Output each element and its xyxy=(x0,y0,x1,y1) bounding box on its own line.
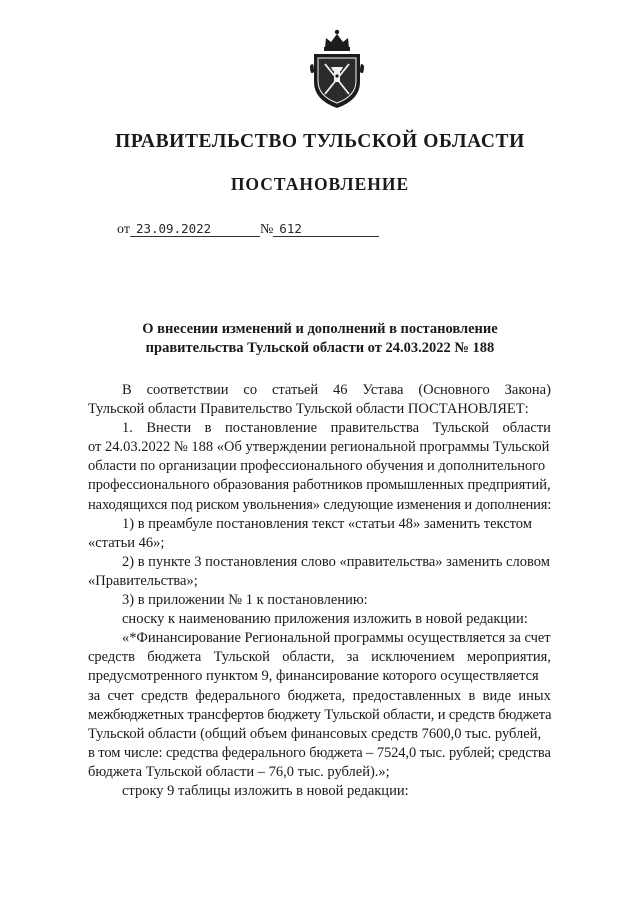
body-word: 1. xyxy=(122,420,133,437)
body-word: соответствии xyxy=(146,382,229,398)
body-word: бюджета, xyxy=(287,687,346,704)
body-line xyxy=(88,381,551,400)
body-word: 46 xyxy=(333,382,348,398)
body-word: области xyxy=(502,420,551,437)
registration-line xyxy=(117,221,379,238)
body-line: находящихся под риском увольнения» следующие изменения и дополнения: xyxy=(88,496,552,513)
government-title: ПРАВИТЕЛЬСТВО ТУЛЬСКОЙ ОБЛАСТИ xyxy=(115,131,525,152)
body-word: Тульской xyxy=(432,420,489,437)
body-line xyxy=(88,687,551,706)
body-word: правительства xyxy=(330,420,420,437)
body-line: 3) в приложении № 1 к постановлению: xyxy=(122,592,368,609)
body-line: «статьи 46»; xyxy=(88,534,165,551)
body-line xyxy=(88,419,551,438)
body-word: Устава xyxy=(362,382,404,398)
body-line: области по организации профессионального обучения и дополнительного xyxy=(88,458,546,475)
body-line: «*Финансирование Региональной программы осуществляется за счет xyxy=(122,630,551,647)
body-line: предусмотренного пунктом 9, финансирование которого осуществляется xyxy=(88,668,539,685)
subject-line: правительства Тульской области от 24.03.2022 № 188 xyxy=(145,340,495,356)
body-word: постановление xyxy=(225,420,318,437)
body-word: со xyxy=(243,382,258,398)
document-type-title: ПОСТАНОВЛЕНИЕ xyxy=(230,174,410,194)
body-word: Тульской xyxy=(213,649,270,666)
document-number: 612 xyxy=(273,221,379,237)
body-word: Внести xyxy=(146,420,192,437)
body-line xyxy=(88,648,551,667)
body-line: от 24.03.2022 № 188 «Об утверждении региональной программы Тульской xyxy=(88,439,550,456)
body-word: мероприятия, xyxy=(466,649,551,666)
subject-line: О внесении изменений и дополнений в постановление xyxy=(142,321,498,337)
body-line: «Правительства»; xyxy=(88,572,198,589)
body-line: межбюджетных трансфертов бюджету Тульской области, и средств бюджета xyxy=(88,706,552,723)
body-word: (Основного xyxy=(418,382,490,398)
body-word: бюджета xyxy=(147,649,202,666)
body-line: в том числе: средства федерального бюджета – 7524,0 тыс. рублей; средства xyxy=(88,744,551,761)
body-word: области, xyxy=(282,649,335,666)
body-word: за xyxy=(346,649,359,666)
body-word: исключением xyxy=(371,649,455,666)
body-line: 1) в преамбуле постановления текст «статьи 48» заменить текстом xyxy=(122,515,532,532)
date-prefix: от xyxy=(117,222,130,237)
number-prefix: № xyxy=(259,222,274,237)
body-word: средств xyxy=(88,649,135,666)
body-word: виде xyxy=(482,687,512,704)
body-word: предоставленных xyxy=(352,687,462,704)
body-word: В xyxy=(122,382,132,398)
body-word: Закона) xyxy=(504,382,551,398)
tula-coat-of-arms-emblem xyxy=(308,26,366,110)
body-line: 2) в пункте 3 постановления слово «правительства» заменить словом xyxy=(122,553,550,570)
body-line: сноску к наименованию приложения изложить в новой редакции: xyxy=(122,611,528,628)
body-line: бюджета Тульской области – 76,0 тыс. рублей).»; xyxy=(88,763,390,780)
body-word: федерального xyxy=(195,687,281,704)
body-word: в xyxy=(204,420,212,437)
body-line: Тульской области Правительство Тульской области ПОСТАНОВЛЯЕТ: xyxy=(88,401,529,418)
body-word: счет xyxy=(107,687,134,704)
body-word: средств xyxy=(141,687,188,704)
body-line: профессионального образования работников промышленных предприятий, xyxy=(88,477,551,494)
body-word: в xyxy=(468,687,476,704)
body-word: иных xyxy=(518,687,551,704)
body-line: строку 9 таблицы изложить в новой редакции: xyxy=(122,782,409,799)
document-subject xyxy=(0,320,640,358)
document-body xyxy=(88,381,551,801)
body-line: Тульской области (общий объем финансовых средств 7600,0 тыс. рублей, xyxy=(88,725,542,742)
body-word: за xyxy=(88,687,101,704)
document-date: 23.09.2022 xyxy=(130,221,260,237)
body-word: статьей xyxy=(271,382,319,398)
